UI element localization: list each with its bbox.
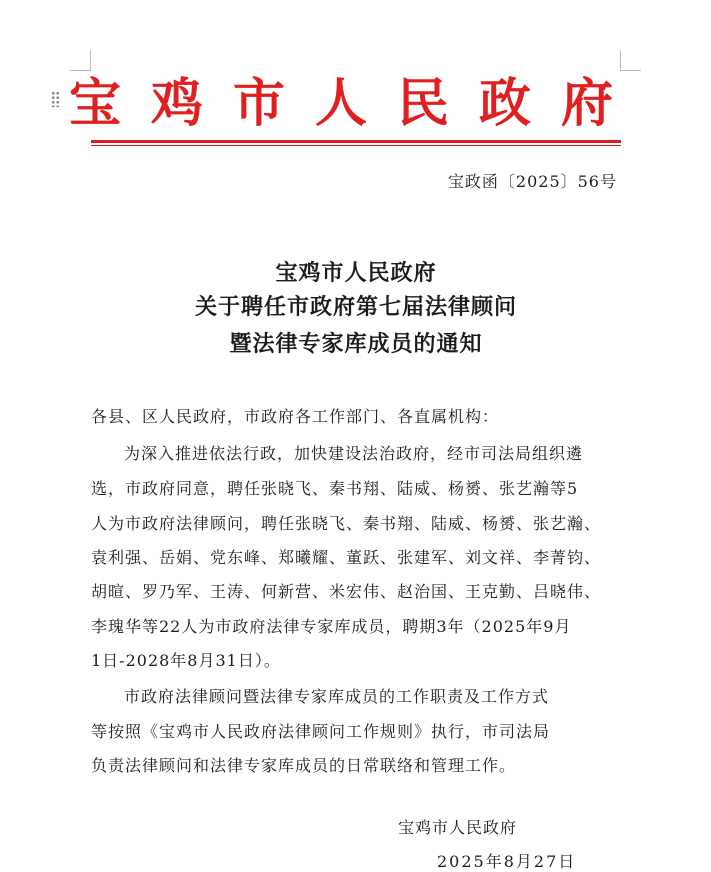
paragraph-1-line: 李瑰华等22人为市政府法律专家库成员，聘期3年（2025年9月	[91, 617, 572, 636]
paragraph-1-line: 胡暄、罗乃军、王涛、何新营、米宏伟、赵治国、王克勤、吕晓伟、	[91, 582, 602, 601]
red-divider-thick	[91, 140, 621, 143]
document-header-title: 宝鸡市人民政府	[69, 72, 644, 134]
paragraph-2-line: 等按照《宝鸡市人民政府法律顾问工作规则》执行，市司法局	[91, 722, 551, 741]
red-divider-thin	[91, 145, 621, 146]
salutation: 各县、区人民政府，市政府各工作部门、各直属机构：	[91, 407, 500, 426]
signature-date: 2025年8月27日	[437, 852, 577, 871]
drag-handle-icon[interactable]	[51, 91, 60, 107]
paragraph-2-line: 市政府法律顾问暨法律专家库成员的工作职责及工作方式	[124, 687, 550, 706]
notice-title-line-1: 宝鸡市人民政府	[275, 260, 437, 286]
notice-title-line-2: 关于聘任市政府第七届法律顾问	[194, 294, 517, 320]
paragraph-1-line: 袁利强、岳娟、党东峰、郑曦耀、董跃、张建军、刘文祥、李菁钧、	[91, 548, 602, 567]
paragraph-1-line: 1日-2028年8月31日）。	[91, 651, 281, 670]
signature-issuer: 宝鸡市人民政府	[398, 818, 518, 837]
paragraph-2-line: 负责法律顾问和法律专家库成员的日常联络和管理工作。	[91, 756, 517, 775]
paragraph-1-line: 为深入推进依法行政，加快建设法治政府，经市司法局组织遴	[124, 444, 584, 463]
notice-title-line-3: 暨法律专家库成员的通知	[229, 331, 483, 357]
document-number: 宝政函〔2025〕56号	[447, 172, 617, 191]
paragraph-1-line: 选，市政府同意，聘任张晓飞、秦书翔、陆威、杨赟、张艺瀚等5	[91, 479, 579, 498]
paragraph-1-line: 人为市政府法律顾问，聘任张晓飞、秦书翔、陆威、杨赟、张艺瀚、	[91, 514, 602, 533]
